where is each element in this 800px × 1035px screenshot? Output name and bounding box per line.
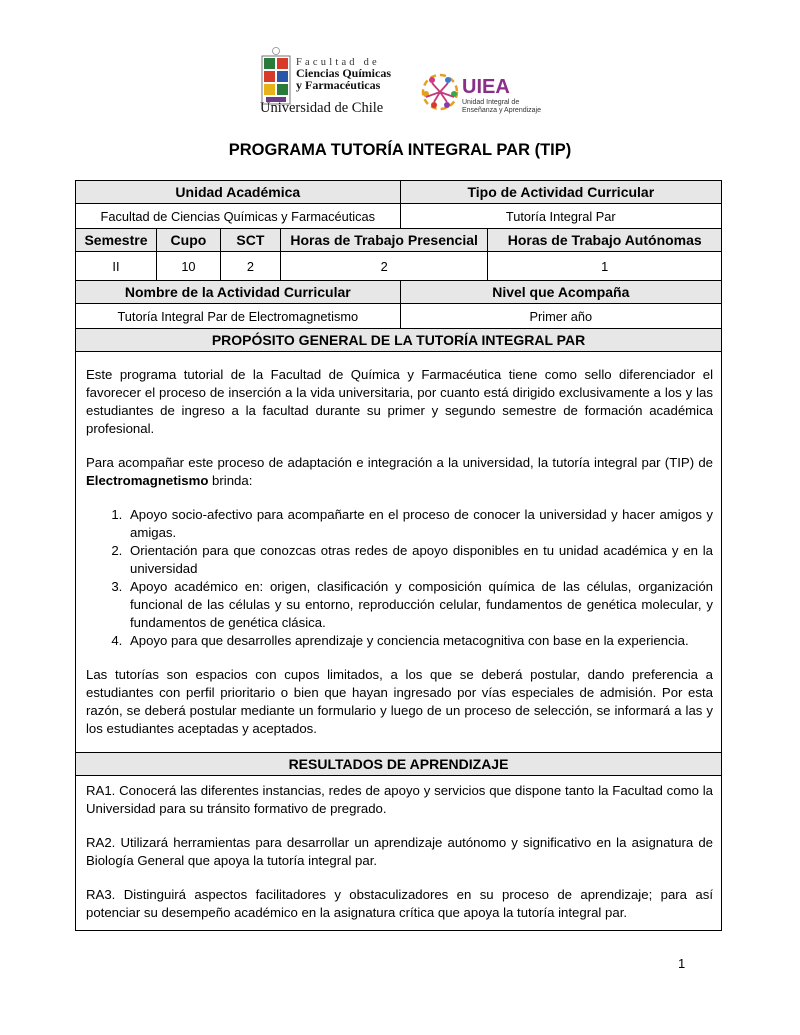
horas-presencial-value: 2 (280, 252, 488, 281)
uiea-people-icon (423, 75, 457, 109)
svg-text:Unidad Integral de: Unidad Integral de (462, 99, 520, 106)
proposito-paragraph-2: Para acompañar este proceso de adaptación e integración a la universidad, la tutoría integral par (TIP) de Electromagnetismo brinda: (86, 455, 713, 488)
resultados-header: RESULTADOS DE APRENDIZAJE (76, 753, 722, 776)
document-title: PROGRAMA TUTORÍA INTEGRAL PAR (TIP) (228, 141, 572, 159)
faculty-logo (258, 46, 398, 124)
proposito-header: PROPÓSITO GENERAL DE LA TUTORÍA INTEGRAL PAR (76, 329, 722, 352)
ra-2: RA2. Utilizará herramientas para desarrollar un aprendizaje autónomo y significativo en la asignatura de Biología General que apoya la tutoría integral par. (86, 835, 713, 868)
svg-text:Facultad de: Facultad de (296, 57, 380, 68)
page-number: 1 (678, 956, 686, 971)
list-item: 2. Orientación para que conozcas otras redes de apoyo disponibles en tu unidad académica y en la universidad (126, 542, 713, 578)
unidad-academica-header: Unidad Académica (76, 181, 401, 204)
unidad-academica-value: Facultad de Ciencias Químicas y Farmacéuticas (76, 204, 401, 229)
uiea-logo (418, 68, 548, 122)
ra-1: RA1. Conocerá las diferentes instancias, redes de apoyo y servicios que dispone tanto la Facultad como la Universidad para su tránsito formativo de pregrado. (86, 783, 713, 816)
program-table (75, 180, 722, 931)
tipo-actividad-value: Tutoría Integral Par (400, 204, 721, 229)
subject-name: Electromagnetismo (86, 473, 209, 488)
header-logos (0, 42, 800, 122)
ra-3: RA3. Distinguirá aspectos facilitadores y obstaculizadores en su proceso de aprendizaje; para así potenciar su desempeño académico en la asignatura crítica que apoya la tutoría integral par. (86, 887, 713, 920)
proposito-paragraph-3: Las tutorías son espacios con cupos limitados, a los que se deberá postular, dando preferencia a estudiantes con perfil prioritario o bien que hayan ingresado por vías especiales de admisión. Por esta razón, se deberá postular mediante un formulario y luego de un proceso de selección, se informará a las y los estudiantes aceptadas y aceptados. (86, 667, 713, 736)
proposito-list (86, 506, 713, 650)
proposito-paragraph-1: Este programa tutorial de la Facultad de Química y Farmacéutica tiene como sello diferenciador el favorecer el proceso de inserción a la vida universitaria, por cuanto está dirigido exclusivamente a los y las estudiantes de ingreso a la facultad durante su primer y segundo semestre de formación académica profesional. (86, 367, 713, 436)
horas-autonomas-header: Horas de Trabajo Autónomas (488, 229, 722, 252)
svg-text:Enseñanza y Aprendizaje: Enseñanza y Aprendizaje (462, 107, 541, 114)
faculty-shield-icon (262, 48, 290, 105)
nivel-acompana-value: Primer año (400, 304, 721, 329)
list-item: 3. Apoyo académico en: origen, clasificación y composición química de las células, organización funcional de las células y su entorno, reproducción celular, fundamentos de genética molecular, y fundamentos de genética clásica. (126, 578, 713, 632)
svg-text:y Farmacéuticas: y Farmacéuticas (296, 78, 381, 92)
svg-text:Universidad de Chile: Universidad de Chile (260, 100, 384, 116)
svg-text:Ciencias Químicas: Ciencias Químicas (296, 66, 391, 80)
cupo-value: 10 (156, 252, 220, 281)
nombre-actividad-value: Tutoría Integral Par de Electromagnetismo (76, 304, 401, 329)
horas-presencial-header: Horas de Trabajo Presencial (280, 229, 488, 252)
proposito-body (76, 352, 722, 753)
horas-autonomas-value: 1 (488, 252, 722, 281)
resultados-body (76, 776, 722, 931)
svg-text:UIEA: UIEA (462, 76, 510, 98)
semestre-header: Semestre (76, 229, 157, 252)
semestre-value: II (76, 252, 157, 281)
sct-value: 2 (220, 252, 280, 281)
cupo-header: Cupo (156, 229, 220, 252)
tipo-actividad-header: Tipo de Actividad Curricular (400, 181, 721, 204)
nivel-acompana-header: Nivel que Acompaña (400, 281, 721, 304)
nombre-actividad-header: Nombre de la Actividad Curricular (76, 281, 401, 304)
sct-header: SCT (220, 229, 280, 252)
list-item: 1. Apoyo socio-afectivo para acompañarte en el proceso de conocer la universidad y hacer amigos y amigas. (126, 506, 713, 542)
list-item: 4. Apoyo para que desarrolles aprendizaje y conciencia metacognitiva con base en la experiencia. (126, 632, 713, 650)
